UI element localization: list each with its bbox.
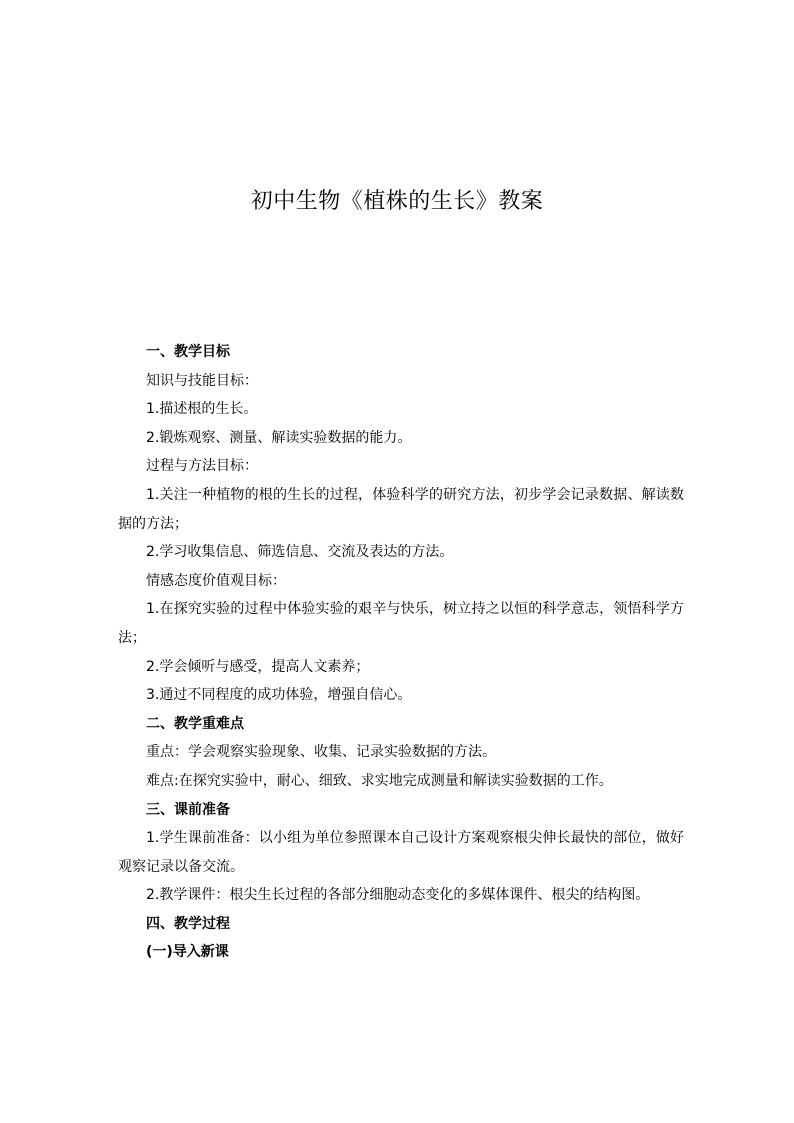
knowledge-skills-label: 知识与技能目标： (146, 372, 258, 389)
section-heading-teaching-process: 四、教学过程 (146, 915, 230, 932)
emotion-item: 3.通过不同程度的成功体验，增强自信心。 (146, 687, 412, 704)
section-heading-key-difficult-points: 二、教学重难点 (146, 715, 244, 732)
section-heading-teaching-goals: 一、教学目标 (146, 344, 230, 360)
document-body (118, 338, 684, 967)
process-item: 2.学习收集信息、筛选信息、交流及表达的方法。 (146, 544, 454, 561)
preparation-item: 1.学生课前准备：以小组为单位参照课本自己设计方案观察根尖伸长最快的部位，做好观察记录以备交流。 (118, 830, 684, 875)
key-point-text: 重点：学会观察实验现象、收集、记录实验数据的方法。 (146, 744, 496, 761)
process-method-label: 过程与方法目标： (146, 458, 258, 475)
emotion-item: 1.在探究实验的过程中体验实验的艰辛与快乐，树立持之以恒的科学意志，领悟科学方法； (118, 601, 684, 646)
subsection-heading-introduction: (一)导入新课 (146, 944, 229, 961)
emotion-item: 2.学会倾听与感受，提高人文素养； (146, 658, 370, 675)
preparation-item: 2.教学课件：根尖生长过程的各部分细胞动态变化的多媒体课件、根尖的结构图。 (146, 887, 650, 904)
difficulty-text: 难点:在探究实验中，耐心、细致、求实地完成测量和解读实验数据的工作。 (146, 772, 613, 789)
section-heading-preparation: 三、课前准备 (146, 801, 230, 818)
document-title: 初中生物《植株的生长》教案 (250, 189, 544, 214)
process-item: 1.关注一种植物的根的生长的过程，体验科学的研究方法，初步学会记录数据、解读数据的方法； (118, 486, 684, 532)
knowledge-item: 2.锻炼观察、测量、解读实验数据的能力。 (146, 429, 412, 446)
emotion-attitude-label: 情感态度价值观目标： (146, 572, 286, 589)
knowledge-item: 1.描述根的生长。 (146, 401, 258, 418)
